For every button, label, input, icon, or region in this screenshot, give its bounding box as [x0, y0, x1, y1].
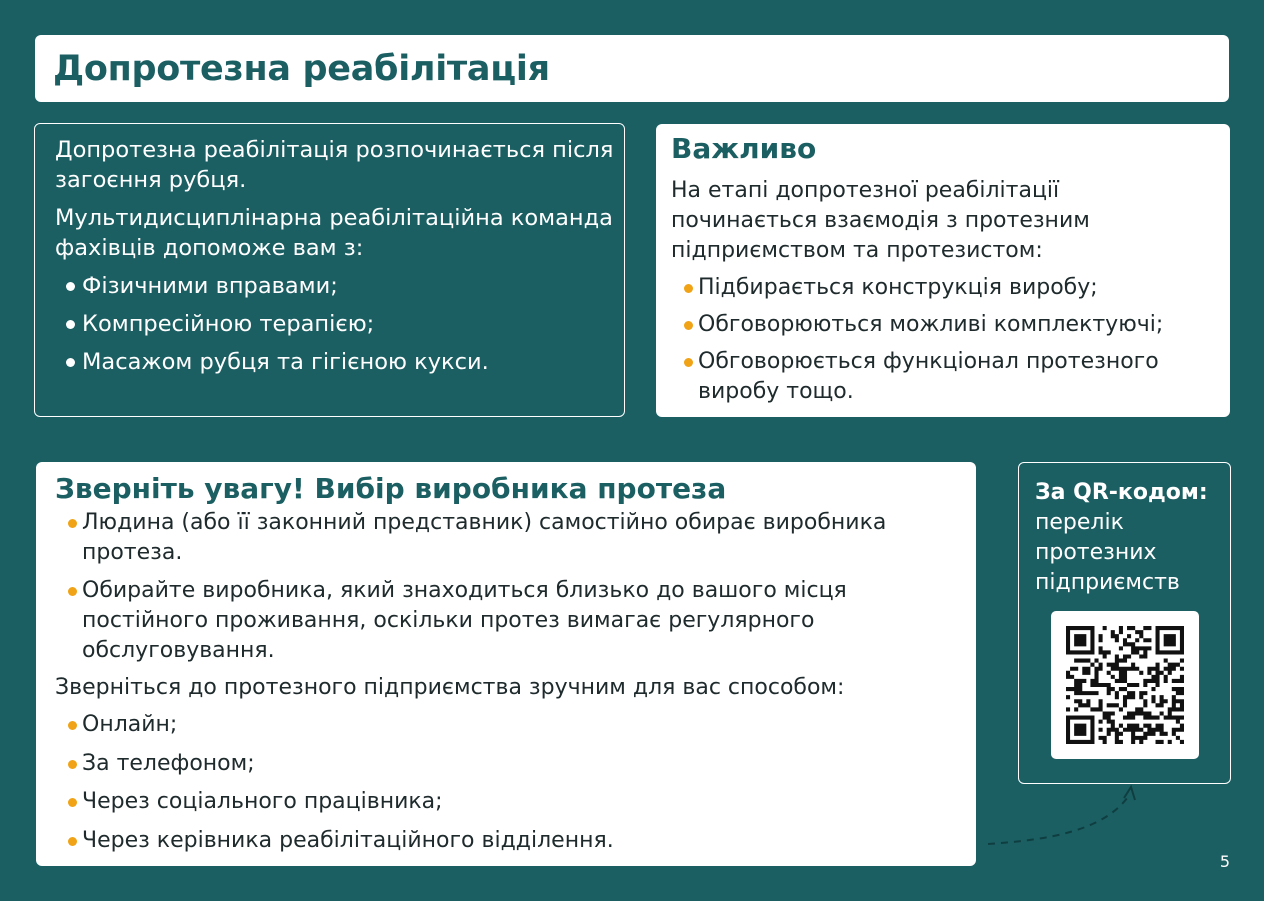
page-number: 5	[1219, 852, 1230, 871]
list-item: Підбирається конструкція виробу;	[684, 273, 1224, 303]
title-bar	[35, 35, 1229, 102]
intro-list	[65, 267, 489, 381]
contact-paragraph: Зверніться до протезного підприємства зручним для вас способом:	[55, 675, 845, 700]
dashed-arrow-icon	[985, 782, 1145, 852]
qr-heading: За QR-кодом:	[1035, 480, 1208, 505]
qr-card	[1018, 462, 1231, 784]
list-item: Обирайте виробника, який знаходиться близько до вашого місця постійного проживання, оскільки протез вимагає регулярного обслуговування.	[68, 576, 958, 666]
list-item: Компресійною терапією;	[65, 305, 489, 343]
list-item: Обговорюються можливі комплектуючі;	[684, 310, 1224, 340]
intro-paragraph-1: Допротезна реабілітація розпочинається після загоєння рубця.	[55, 137, 614, 193]
page-title: Допротезна реабілітація	[53, 49, 550, 89]
list-item: Людина (або її законний представник) самостійно обирає виробника протеза.	[68, 508, 958, 568]
qr-code-frame[interactable]	[1051, 611, 1199, 759]
list-item: За телефоном;	[68, 749, 958, 779]
notice-card	[36, 462, 976, 866]
important-list	[684, 273, 1224, 414]
list-item: Обговорюється функціонал протезного виробу тощо.	[684, 347, 1224, 407]
important-paragraph: На етапі допротезної реабілітації починається взаємодія з протезним підприємством та протезистом:	[671, 178, 1090, 263]
qr-code-icon[interactable]	[1066, 626, 1184, 744]
manufacturer-choice-list	[68, 508, 958, 674]
list-item: Фізичними вправами;	[65, 267, 489, 305]
contact-methods-list	[68, 710, 958, 864]
list-item: Масажом рубця та гігієною кукси.	[65, 343, 489, 381]
qr-caption: перелік протезних підприємств	[1035, 510, 1180, 595]
intro-paragraph-2: Мультидисциплінарна реабілітаційна команда фахівців допоможе вам з:	[55, 205, 613, 261]
important-card	[656, 124, 1230, 417]
list-item: Через соціального працівника;	[68, 787, 958, 817]
important-heading: Важливо	[671, 132, 817, 165]
notice-heading: Зверніть увагу! Вибір виробника протеза	[55, 472, 727, 505]
list-item: Онлайн;	[68, 710, 958, 740]
intro-card	[34, 123, 625, 417]
list-item: Через керівника реабілітаційного відділення.	[68, 826, 958, 856]
